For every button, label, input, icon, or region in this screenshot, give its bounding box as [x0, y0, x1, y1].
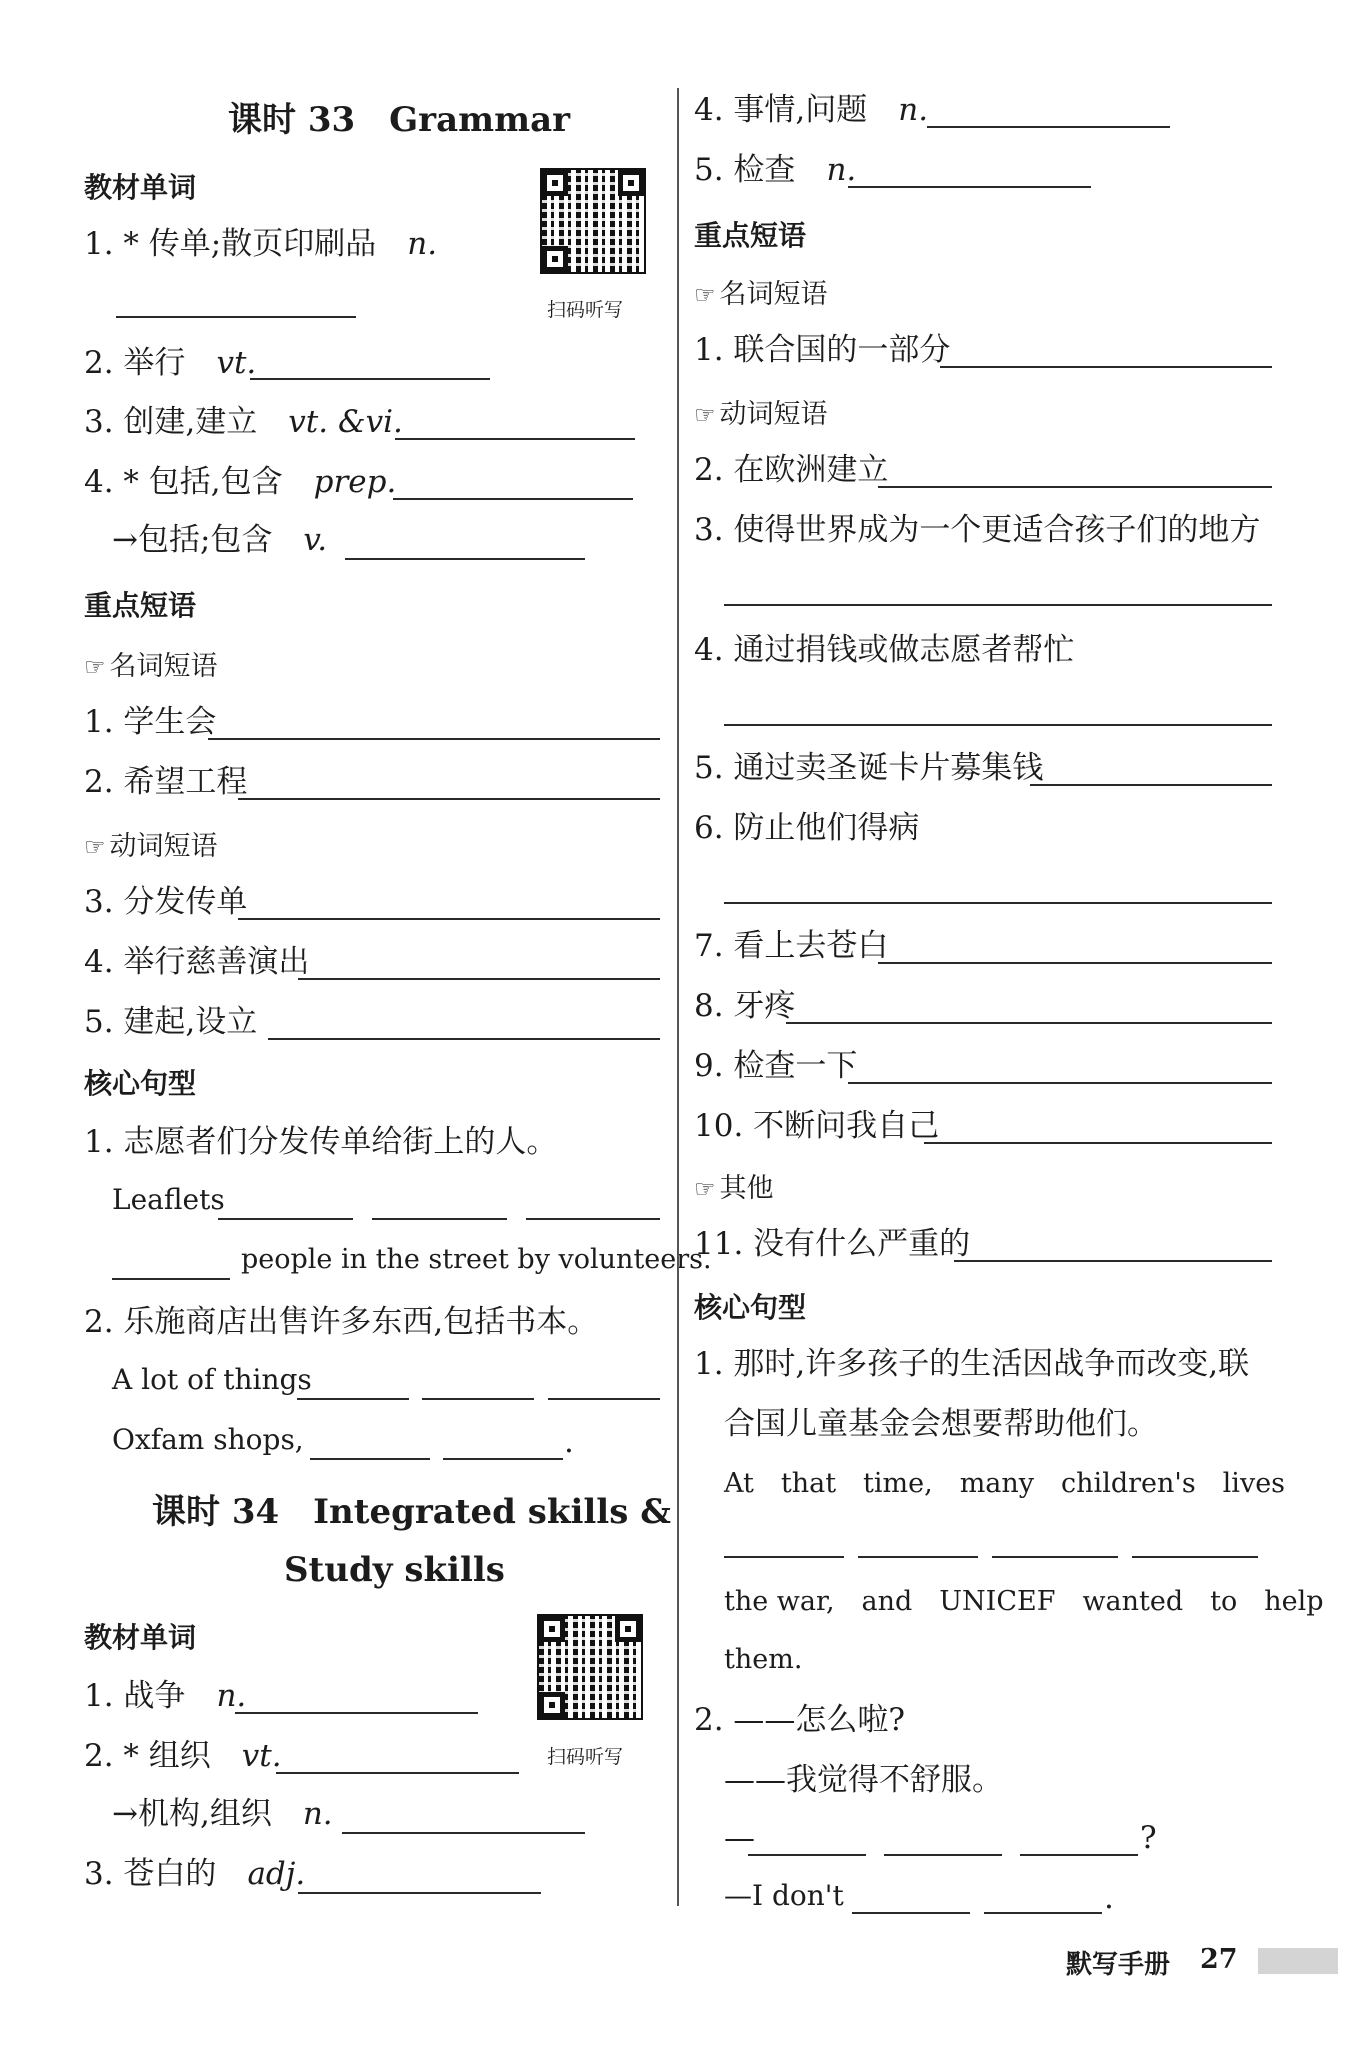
phrase-item: 7. 看上去苍白 [694, 928, 889, 964]
sentence-cn: ——我觉得不舒服。 [724, 1762, 1003, 1798]
vocab-item [84, 402, 403, 442]
answer-blank[interactable] [852, 1912, 970, 1914]
qr-code-icon[interactable] [537, 1614, 643, 1720]
phrase-item: 8. 牙疼 [694, 988, 796, 1024]
answer-blank[interactable] [984, 1912, 1102, 1914]
answer-blank[interactable] [1132, 1556, 1258, 1558]
answer-blank[interactable] [940, 366, 1272, 368]
vocab-pos: vt. &vi. [288, 404, 403, 440]
page-number: 27 [1200, 1944, 1238, 1975]
answer-blank[interactable] [310, 1458, 430, 1460]
answer-blank[interactable] [1030, 784, 1272, 786]
verb-phrases-label [694, 392, 828, 431]
phrase-item: 3. 分发传单 [84, 884, 248, 920]
vocab-item [84, 462, 396, 502]
vocab-item [84, 224, 437, 264]
answer-blank[interactable] [724, 902, 1272, 904]
answer-blank[interactable] [724, 1556, 844, 1558]
answer-blank[interactable] [393, 498, 633, 500]
vocab-item [694, 150, 856, 190]
vocab-cn: 4. * 包括,包含 [84, 464, 314, 500]
pointing-hand-icon: ☞ [694, 401, 716, 429]
lesson-34-title: 课时 34 Integrated skills & [152, 1492, 671, 1532]
pointing-hand-icon: ☞ [84, 653, 106, 681]
vocab-pos: n. [216, 1678, 247, 1714]
pointing-hand-icon: ☞ [694, 1175, 716, 1203]
vocab-pos: vt. [216, 345, 257, 381]
vocab-cn: 5. 检查 [694, 152, 827, 188]
noun-phrases-text: 名词短语 [719, 279, 828, 310]
sentence-cn: 1. 那时,许多孩子的生活因战争而改变,联 [694, 1346, 1250, 1382]
noun-phrases-label [84, 644, 218, 683]
answer-blank[interactable] [345, 558, 585, 560]
phrase-item: 2. 在欧洲建立 [694, 452, 889, 488]
vocab-item [112, 520, 327, 560]
vocab-item [694, 90, 928, 130]
vocab-cn: 2. * 组织 [84, 1738, 242, 1774]
answer-blank[interactable] [238, 918, 660, 920]
lesson-34-title-line2: Study skills [284, 1550, 505, 1590]
phrase-item: 1. 联合国的一部分 [694, 332, 951, 368]
answer-blank[interactable] [1020, 1854, 1138, 1856]
sentence-heading: 核心句型 [84, 1067, 197, 1100]
answer-blank[interactable] [116, 316, 356, 318]
vocab-item [84, 343, 256, 383]
answer-blank[interactable] [112, 1278, 230, 1280]
pointing-hand-icon: ☞ [84, 833, 106, 861]
phrase-item: 11. 没有什么严重的 [694, 1226, 971, 1262]
phrase-item: 6. 防止他们得病 [694, 810, 920, 846]
answer-blank[interactable] [954, 1260, 1272, 1262]
phrase-item: 5. 建起,设立 [84, 1004, 258, 1040]
vocab-pos: n. [302, 1796, 333, 1832]
answer-blank[interactable] [548, 1398, 660, 1400]
lesson-33-title: 课时 33 Grammar [228, 100, 571, 140]
vocab-item [84, 1854, 305, 1894]
phrase-item: 5. 通过卖圣诞卡片募集钱 [694, 750, 1044, 786]
phrase-item: 9. 检查一下 [694, 1048, 858, 1084]
phrase-item: 1. 学生会 [84, 704, 217, 740]
answer-blank[interactable] [298, 1892, 541, 1894]
answer-blank[interactable] [276, 1772, 519, 1774]
sentence-en: A lot of things [112, 1363, 312, 1396]
sentence-en: people in the street by volunteers. [241, 1244, 712, 1275]
sentence-en: Oxfam shops, [112, 1423, 304, 1456]
vocab-cn: 3. 创建,建立 [84, 404, 289, 440]
vocab-cn: 1. * 传单;散页印刷品 [84, 226, 408, 262]
vocab-item [84, 1736, 282, 1776]
phrase-heading: 重点短语 [694, 219, 807, 252]
answer-blank[interactable] [443, 1458, 563, 1460]
vocab-cn: 4. 事情,问题 [694, 92, 899, 128]
answer-blank[interactable] [268, 1038, 660, 1040]
noun-phrases-label [694, 272, 828, 311]
sentence-en: At that time, many children's lives [724, 1468, 1286, 1499]
phrase-item: 4. 举行慈善演出 [84, 944, 310, 980]
verb-phrases-text: 动词短语 [719, 399, 828, 430]
phrase-item: 10. 不断问我自己 [694, 1108, 940, 1144]
phrase-item: 2. 希望工程 [84, 764, 248, 800]
vocab-cn: 2. 举行 [84, 345, 217, 381]
sentence-heading: 核心句型 [694, 1291, 807, 1324]
vocab-pos: adj. [247, 1856, 306, 1892]
phrase-item: 4. 通过捐钱或做志愿者帮忙 [694, 632, 1075, 668]
phrase-heading: 重点短语 [84, 589, 197, 622]
footer-band [1258, 1948, 1338, 1974]
pointing-hand-icon: ☞ [694, 281, 716, 309]
vocab-item [84, 1676, 246, 1716]
vocab-pos: n. [898, 92, 929, 128]
others-label [694, 1166, 774, 1205]
book-name: 默写手册 [1066, 1950, 1171, 1980]
answer-blank[interactable] [848, 186, 1091, 188]
answer-blank[interactable] [878, 486, 1272, 488]
sentence-end: ? [1140, 1820, 1157, 1856]
sentence-cn: 2. ——怎么啦? [694, 1702, 906, 1738]
sentence-en: the war, and UNICEF wanted to help [724, 1586, 1324, 1617]
sentence-end: . [564, 1424, 574, 1460]
answer-blank[interactable] [927, 126, 1170, 128]
answer-blank[interactable] [208, 738, 660, 740]
answer-blank[interactable] [786, 1022, 1272, 1024]
vocab-item [112, 1794, 333, 1834]
answer-blank[interactable] [724, 604, 1272, 606]
others-text: 其他 [719, 1173, 774, 1204]
answer-blank[interactable] [298, 978, 660, 980]
vocab-pos: v. [303, 522, 328, 558]
answer-blank[interactable] [395, 438, 635, 440]
scan-label: 扫码听写 [547, 1746, 624, 1768]
answer-blank[interactable] [924, 1142, 1272, 1144]
answer-blank[interactable] [238, 798, 660, 800]
answer-blank[interactable] [848, 1082, 1272, 1084]
scan-label: 扫码听写 [547, 299, 624, 321]
answer-blank[interactable] [342, 1832, 585, 1834]
sentence-cn: 合国儿童基金会想要帮助他们。 [724, 1406, 1158, 1442]
sentence-en: Leaflets [112, 1183, 225, 1216]
noun-phrases-text: 名词短语 [109, 651, 218, 682]
vocab-pos: vt. [241, 1738, 282, 1774]
answer-blank[interactable] [748, 1854, 866, 1856]
vocab-cn: →机构,组织 [112, 1796, 303, 1832]
answer-blank[interactable] [878, 962, 1272, 964]
vocab-cn: 3. 苍白的 [84, 1856, 248, 1892]
sentence-en: — [724, 1820, 755, 1856]
verb-phrases-label [84, 824, 218, 863]
answer-blank[interactable] [992, 1556, 1118, 1558]
answer-blank[interactable] [372, 1218, 507, 1220]
vocab-pos: prep. [313, 464, 397, 500]
qr-code-icon[interactable] [540, 168, 646, 274]
vocab-heading: 教材单词 [84, 1621, 197, 1654]
answer-blank[interactable] [884, 1854, 1002, 1856]
answer-blank[interactable] [526, 1218, 660, 1220]
answer-blank[interactable] [422, 1398, 534, 1400]
vocab-pos: n. [407, 226, 438, 262]
verb-phrases-text: 动词短语 [109, 831, 218, 862]
sentence-en: them. [724, 1644, 803, 1675]
column-divider [677, 88, 679, 1906]
vocab-pos: n. [826, 152, 857, 188]
answer-blank[interactable] [218, 1218, 353, 1220]
answer-blank[interactable] [858, 1556, 978, 1558]
answer-blank[interactable] [250, 378, 490, 380]
sentence-end: . [1104, 1880, 1114, 1916]
sentence-en: —I don't [724, 1879, 844, 1912]
phrase-item: 3. 使得世界成为一个更适合孩子们的地方 [694, 512, 1261, 548]
sentence-cn: 2. 乐施商店出售许多东西,包括书本。 [84, 1304, 599, 1340]
sentence-cn: 1. 志愿者们分发传单给街上的人。 [84, 1124, 558, 1160]
answer-blank[interactable] [235, 1712, 478, 1714]
answer-blank[interactable] [724, 724, 1272, 726]
vocab-heading: 教材单词 [84, 171, 197, 204]
vocab-cn: →包括;包含 [112, 522, 304, 558]
answer-blank[interactable] [297, 1398, 409, 1400]
vocab-cn: 1. 战争 [84, 1678, 217, 1714]
